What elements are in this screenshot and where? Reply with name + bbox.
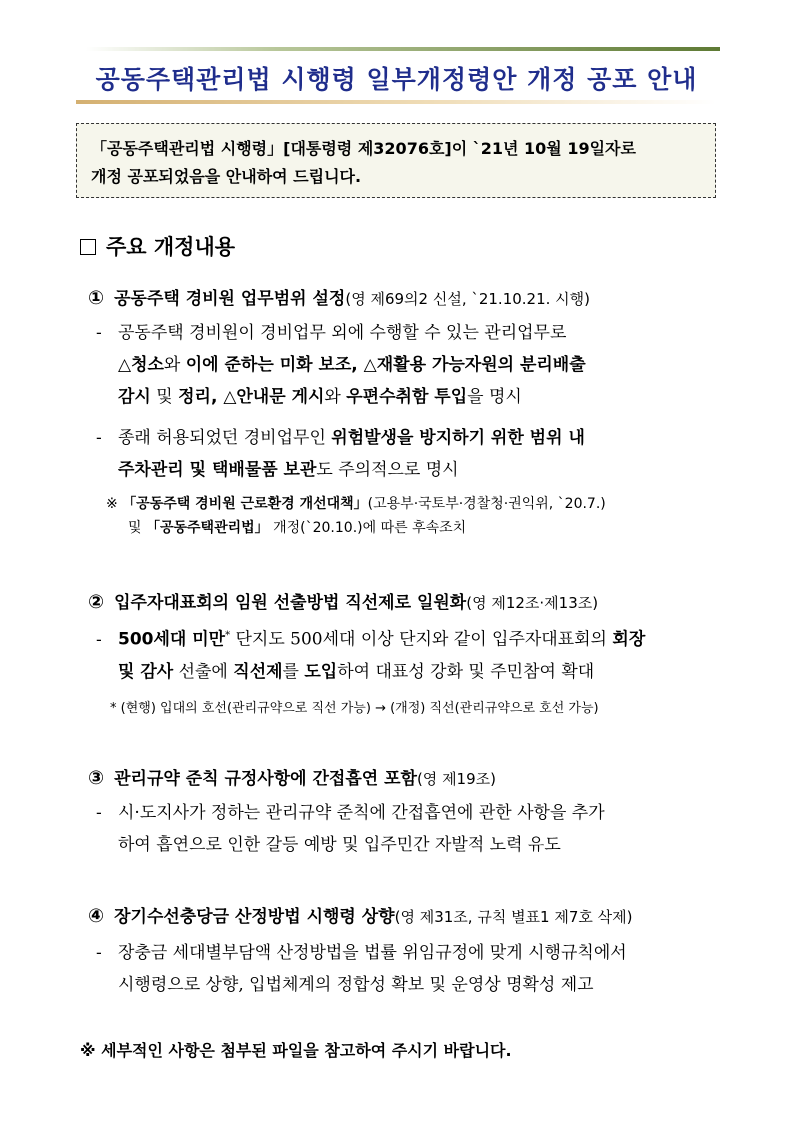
section-heading: 주요 개정내용 [80, 231, 235, 261]
item-1-heading: ① 공동주택 경비원 업무범위 설정(영 제69의2 신설, `21.10.21. 시행) [88, 287, 591, 309]
item-1-paragraph-1: - 공동주택 경비원이 경비업무 외에 수행할 수 있는 관리업무로 △청소와 이에 준하는 미화 보조, △재활용 가능자원의 분리배출 감시 및 정리, △안내문 게시와 우편수취함 투입을 명시 [96, 323, 586, 407]
checkbox-square-icon [80, 239, 96, 255]
footer-note: ※ 세부적인 사항은 첨부된 파일을 참고하여 주시기 바랍니다. [80, 1041, 512, 1060]
item-1-paragraph-2: - 종래 허용되었던 경비업무인 위험발생을 방지하기 위한 범위 내 주차관리 및 택배물품 보관도 주의적으로 명시 [96, 428, 585, 480]
item-3-heading: ③ 관리규약 준칙 규정사항에 간접흡연 포함(영 제19조) [88, 767, 496, 789]
item-2-paragraph-1: - 500세대 미만* 단지도 500세대 이상 단지와 같이 입주자대표회의 회장 및 감사 선출에 직선제를 도입하여 대표성 강화 및 주민참여 확대 [96, 629, 646, 682]
top-rule [86, 47, 720, 51]
notice-line-1: 「공동주택관리법 시행령」[대통령령 제32076호]이 `21년 10월 19일자로 [91, 139, 636, 158]
item-2-footnote: * (현행) 입대의 호선(관리규약으로 직선 가능) → (개정) 직선(관리규약으로 호선 가능) [110, 701, 599, 716]
title-underline [76, 100, 716, 104]
item-1-reference-note: ※ 「공동주택 경비원 근로환경 개선대책」(고용부·국토부·경찰청·권익위, `20.7.) 및 「공동주택관리법」 개정(`20.10.)에 따른 후속조치 [106, 496, 606, 536]
notice-box [76, 123, 716, 198]
notice-line-2: 개정 공포되었음을 안내하여 드립니다. [91, 167, 362, 186]
item-4-paragraph-1: - 장충금 세대별부담액 산정방법을 법률 위임규정에 맞게 시행규칙에서 시행령으로 상향, 입법체계의 정합성 확보 및 운영상 명확성 제고 [96, 943, 627, 995]
item-3-paragraph-1: - 시·도지사가 정하는 관리규약 준칙에 간접흡연에 관한 사항을 추가 하여 흡연으로 인한 갈등 예방 및 입주민간 자발적 노력 유도 [96, 803, 605, 855]
item-4-heading: ④ 장기수선충당금 산정방법 시행령 상향(영 제31조, 규칙 별표1 제7호 삭제) [88, 905, 633, 927]
item-2-heading: ② 입주자대표회의 임원 선출방법 직선제로 일원화(영 제12조·제13조) [88, 591, 599, 613]
page-title: 공동주택관리법 시행령 일부개정령안 개정 공포 안내 [95, 65, 698, 94]
